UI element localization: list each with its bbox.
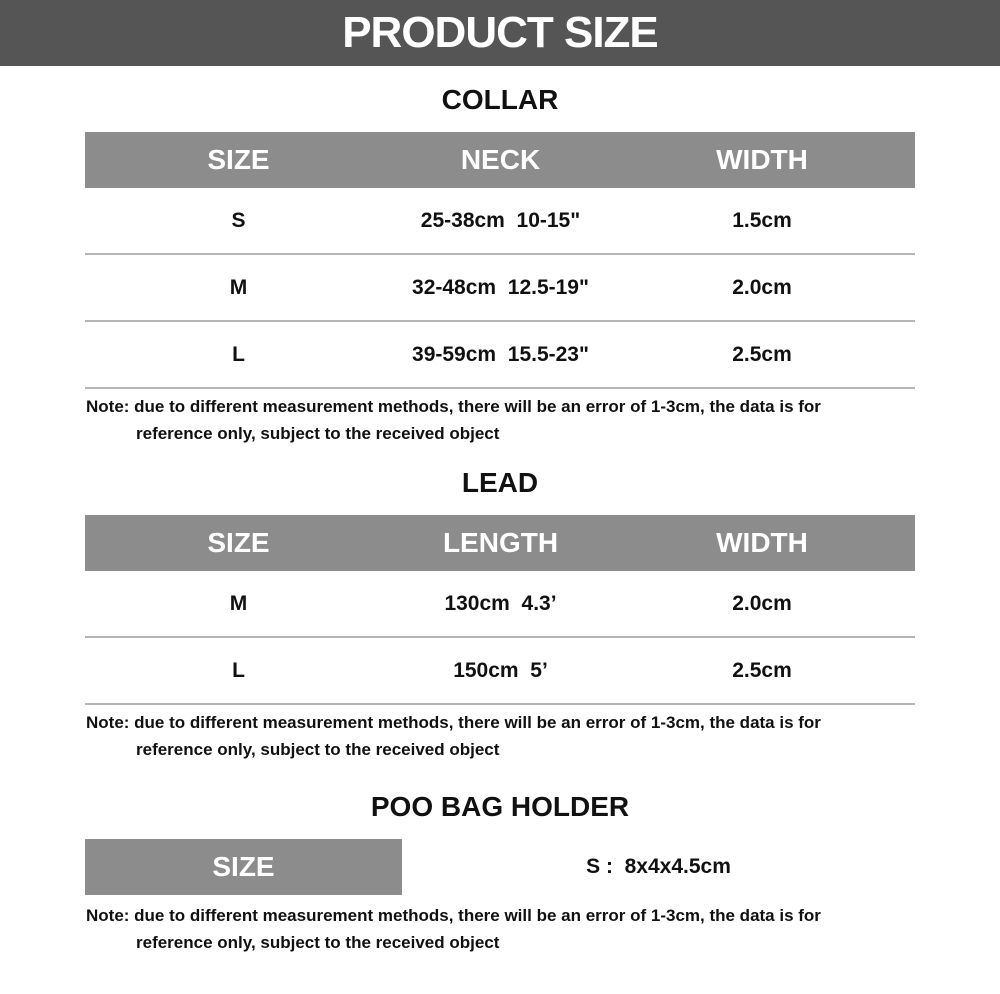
width-cell: 2.0cm <box>732 275 792 299</box>
width-cell: 2.5cm <box>732 658 792 682</box>
note-line-2: reference only, subject to the received object <box>136 424 500 443</box>
table-row <box>85 638 915 705</box>
neck-cell: 32-48cm 12.5-19" <box>412 275 589 299</box>
table-row <box>85 571 915 638</box>
size-cell: L <box>232 342 245 366</box>
size-cell: M <box>229 275 248 299</box>
poo-bag-holder-table <box>85 839 915 895</box>
width-cell: 1.5cm <box>732 208 792 232</box>
note-line-2: reference only, subject to the received object <box>136 933 500 952</box>
width-cell: 2.5cm <box>732 342 792 366</box>
header-neck: NECK <box>460 144 541 175</box>
header-length: LENGTH <box>442 527 559 558</box>
collar-table-header <box>85 132 915 188</box>
page-title-banner <box>0 0 1000 66</box>
size-cell: S <box>231 208 246 232</box>
note-line-1: Note: due to different measurement methods, there will be an error of 1-3cm, the data is for <box>86 397 821 416</box>
header-size: SIZE <box>207 144 270 175</box>
size-cell: L <box>232 658 245 682</box>
poo-bag-holder-size-value: S : 8x4x4.5cm <box>586 855 731 878</box>
header-size: SIZE <box>85 839 402 895</box>
table-row <box>85 255 915 322</box>
collar-note <box>86 393 906 447</box>
collar-title: COLLAR <box>441 84 559 115</box>
lead-title: LEAD <box>461 467 539 498</box>
poo-bag-holder-note <box>86 902 906 956</box>
lead-note <box>86 709 906 763</box>
lead-table-header <box>85 515 915 571</box>
header-width: WIDTH <box>716 527 808 558</box>
width-cell: 2.0cm <box>732 591 792 615</box>
length-cell: 130cm 4.3’ <box>444 591 557 615</box>
note-line-1: Note: due to different measurement methods, there will be an error of 1-3cm, the data is for <box>86 713 821 732</box>
page-title: PRODUCT SIZE <box>342 8 658 57</box>
note-line-1: Note: due to different measurement methods, there will be an error of 1-3cm, the data is for <box>86 906 821 925</box>
table-row <box>85 188 915 255</box>
poo-bag-holder-title: POO BAG HOLDER <box>370 791 630 822</box>
size-cell: M <box>229 591 248 615</box>
note-line-2: reference only, subject to the received object <box>136 740 500 759</box>
length-cell: 150cm 5’ <box>453 658 548 682</box>
header-size: SIZE <box>207 527 270 558</box>
header-width: WIDTH <box>716 144 808 175</box>
lead-table <box>85 515 915 705</box>
collar-table <box>85 132 915 389</box>
neck-cell: 39-59cm 15.5-23" <box>412 342 589 366</box>
table-row <box>85 322 915 389</box>
neck-cell: 25-38cm 10-15" <box>420 208 581 232</box>
